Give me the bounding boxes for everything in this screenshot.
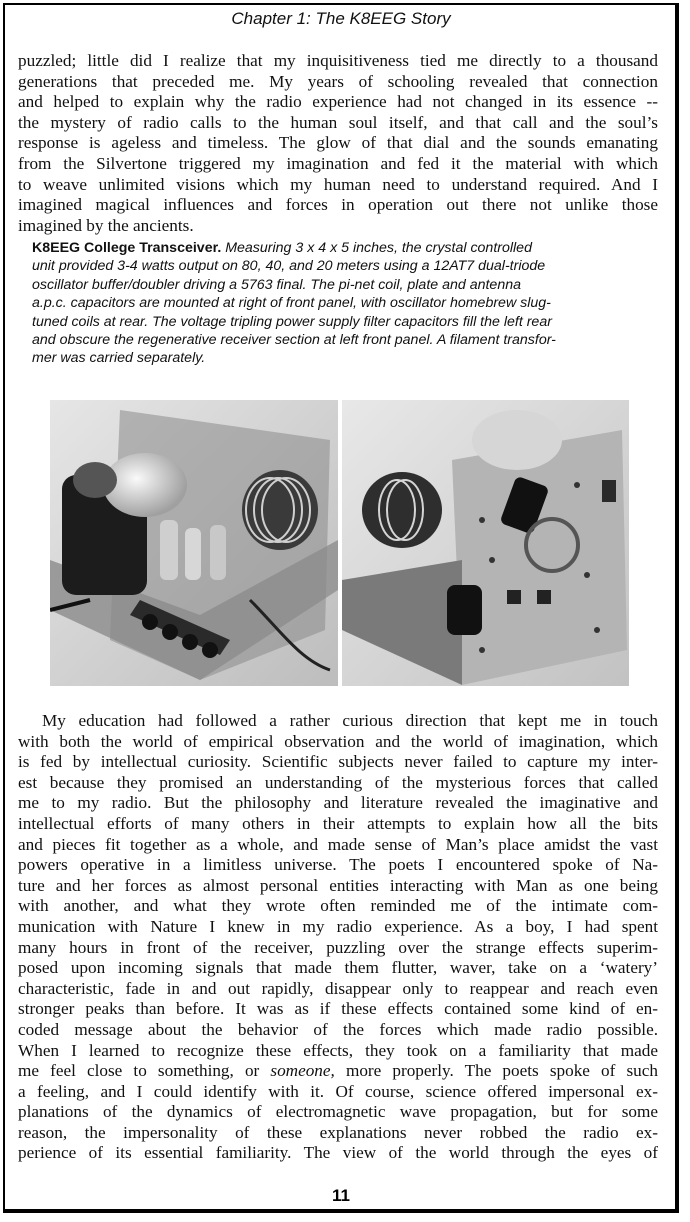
text-line: intellectual efforts of many others in their attempts to explain how all the bits	[18, 813, 658, 833]
caption-line: tuned coils at rear. The voltage tripling power supply filter capacitors fill the left rear	[32, 313, 552, 330]
text-line: a feeling, and I could identify with it. Of course, science offered impersonal ex-	[18, 1081, 658, 1101]
caption-line: a.p.c. capacitors are mounted at right of front panel, with oscillator homebrew slug-	[32, 295, 551, 312]
transceiver-rear-image	[50, 400, 338, 686]
text-line: perience of its essential familiarity. The view of the world through the eyes of	[18, 1143, 658, 1163]
photo-caption	[32, 239, 652, 368]
text-line: is fed by intellectual curiosity. Scientific subjects never failed to capture my inter-	[18, 752, 658, 772]
text-line: puzzled; little did I realize that my inquisitiveness tied me directly to a thousand	[18, 51, 658, 70]
text-line: many hours in front of the receiver, puzzling over the strange effects superim-	[18, 937, 658, 957]
text-line: and pieces fit together as a whole, and made sense of Man’s place amidst the vast	[18, 834, 658, 854]
text-line: response is ageless and timeless. The glow of that dial and the sounds emanating	[18, 133, 658, 153]
text-line: coded message about the behavior of the forces which made radio possible.	[18, 1019, 658, 1039]
text-line: munication with Nature I knew in my radio experience. As a boy, I had spent	[18, 916, 658, 936]
paragraph-2	[18, 711, 658, 1164]
text-line: me to my radio. But the philosophy and literature revealed the imaginative and	[18, 793, 658, 813]
text-line: When I learned to recognize these effects, they took on a familiarity that made	[18, 1040, 658, 1060]
text-line: to weave unlimited visions which my human need to understand required. And I	[18, 174, 658, 194]
caption-text: Measuring 3 x 4 x 5 inches, the crystal controlled	[221, 240, 532, 256]
transceiver-front-image	[342, 400, 629, 686]
text-line: with another, and what they wrote often reminded me of the intimate com-	[18, 896, 658, 916]
caption-line: oscillator buffer/doubler driving a 5763 final. The pi-net coil, plate and antenna	[32, 276, 521, 293]
emphasized-word: someone,	[270, 1061, 335, 1081]
text-line: ture and her forces as almost personal entities interacting with Man as one being	[18, 875, 658, 895]
chapter-header: Chapter 1: The K8EEG Story	[231, 9, 451, 28]
caption-line: unit provided 3-4 watts output on 80, 40, and 20 meters using a 12AT7 dual-triode	[32, 258, 546, 275]
text-line: characteristic, fade in and out rapidly, disappear only to reappear and reach even	[18, 978, 658, 998]
text-line	[18, 1061, 658, 1082]
page-number: 11	[332, 1186, 350, 1205]
text-line: posed upon incoming signals that made them flutter, waver, take on a ‘watery’	[18, 958, 658, 978]
caption-lead: K8EEG College Transceiver.	[32, 240, 222, 256]
caption-line: and obscure the regenerative receiver section at left front panel. A filament transfor-	[32, 332, 556, 349]
text-line: reason, the impersonality of these explanations never robbed the radio ex-	[18, 1122, 658, 1142]
text-line: from the Silvertone triggered my imagination and fed it the material with which	[18, 153, 658, 173]
transceiver-photo-rear	[50, 400, 338, 686]
text-line: with both the world of empirical observation and the world of imagination, which	[18, 731, 658, 751]
text-line: est because they promised an understanding of the mysterious forces that called	[18, 772, 658, 792]
transceiver-photo-front	[342, 400, 629, 686]
text-segment: more properly. The poets spoke of such	[334, 1061, 658, 1081]
text-line: and helped to explain why the radio experience had not changed in its essence --	[18, 92, 658, 112]
paragraph-1	[18, 51, 658, 236]
caption-line: mer was carried separately.	[32, 350, 206, 367]
text-line: stronger peaks than before. It was as if these effects contained some kind of en-	[18, 999, 658, 1019]
text-line: imagined magical influences and forces in operation out there not unlike those	[18, 195, 658, 215]
text-segment: me feel close to something, or	[18, 1061, 271, 1081]
text-line: planations of the dynamics of electromagnetic wave propagation, but for some	[18, 1102, 658, 1122]
caption-line	[32, 239, 652, 257]
text-line: generations that preceded me. My years of schooling revealed that connection	[18, 71, 658, 91]
text-line: the mystery of radio calls to the human soul itself, and that call and the soul’s	[18, 112, 658, 132]
text-line: imagined by the ancients.	[18, 215, 194, 235]
text-line: My education had followed a rather curious direction that kept me in touch	[42, 711, 658, 730]
text-line: powers operative in a limitless universe. The poets I encountered spoke of Na-	[18, 855, 658, 875]
